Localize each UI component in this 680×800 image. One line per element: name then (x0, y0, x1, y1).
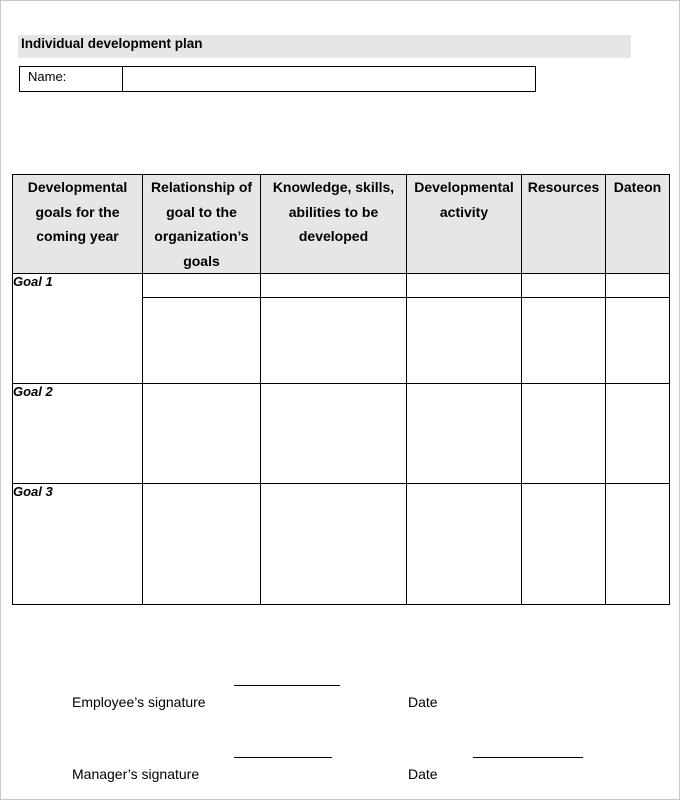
development-plan-table (12, 174, 670, 605)
form-title: Individual development plan (21, 36, 203, 51)
table-cell[interactable] (261, 274, 407, 298)
table-cell[interactable] (407, 484, 522, 605)
goal-1-label: Goal 1 (13, 274, 143, 384)
table-cell[interactable] (261, 298, 407, 384)
table-cell[interactable] (143, 484, 261, 605)
table-cell[interactable] (407, 384, 522, 484)
table-cell[interactable] (407, 298, 522, 384)
goal-2-label: Goal 2 (13, 384, 143, 484)
table-cell[interactable] (522, 274, 606, 298)
table-row (13, 274, 670, 298)
table-row (13, 384, 670, 484)
name-input[interactable] (123, 67, 535, 91)
table-cell[interactable] (606, 298, 670, 384)
header-knowledge-skills: Knowledge, skills, abilities to be developed (261, 175, 407, 274)
table-cell[interactable] (606, 484, 670, 605)
header-developmental-goals: Developmental goals for the coming year (13, 175, 143, 274)
goal-3-label: Goal 3 (13, 484, 143, 605)
employee-signature-label: Employee’s signature (72, 694, 206, 710)
table-cell[interactable] (522, 298, 606, 384)
table-cell[interactable] (407, 274, 522, 298)
employee-date-label: Date (408, 694, 438, 710)
manager-date-line[interactable] (473, 757, 583, 758)
header-relationship: Relationship of goal to the organization’s goals (143, 175, 261, 274)
table-cell[interactable] (143, 274, 261, 298)
title-bar (18, 35, 631, 58)
table-cell[interactable] (261, 384, 407, 484)
table-cell[interactable] (522, 484, 606, 605)
manager-signature-label: Manager’s signature (72, 766, 200, 782)
table-cell[interactable] (522, 384, 606, 484)
manager-signature-line[interactable] (234, 757, 332, 758)
header-developmental-activity: Developmental activity (407, 175, 522, 274)
table-header-row (13, 175, 670, 274)
header-resources: Resources (522, 175, 606, 274)
table-cell[interactable] (606, 384, 670, 484)
table-row (13, 484, 670, 605)
header-date: Dateon (606, 175, 670, 274)
table-cell[interactable] (261, 484, 407, 605)
manager-date-label: Date (408, 766, 438, 782)
employee-signature-line[interactable] (234, 685, 340, 686)
table-cell[interactable] (143, 298, 261, 384)
name-field-row (19, 66, 536, 92)
table-cell[interactable] (143, 384, 261, 484)
name-label: Name: (20, 67, 123, 91)
table-cell[interactable] (606, 274, 670, 298)
